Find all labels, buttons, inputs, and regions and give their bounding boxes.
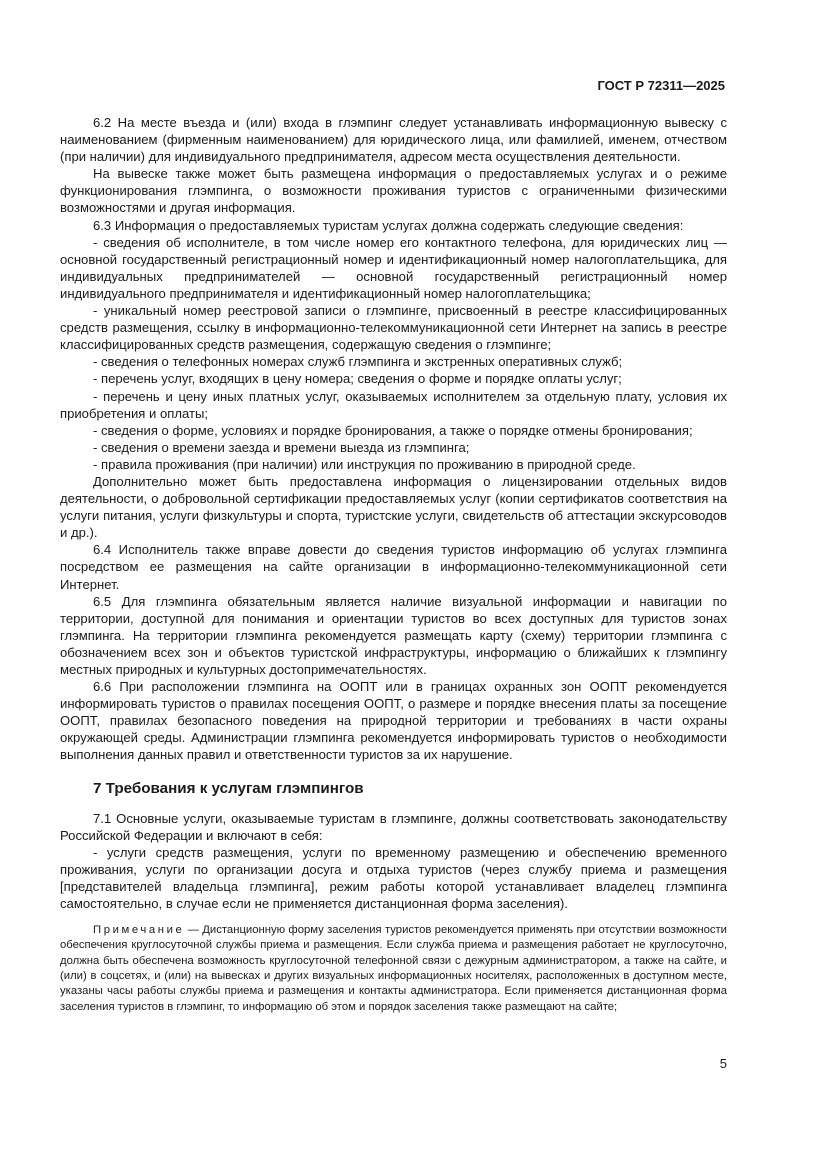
list-item: - перечень услуг, входящих в цену номера; сведения о форме и порядке оплаты услуг; — [93, 371, 622, 387]
paragraph-6-4: 6.4 Исполнитель также вправе довести до сведения туристов информацию об услугах глэмпинга посредством ее размещения на сайте организации в информационно-телекоммуникационной сети Интернет. — [60, 542, 727, 592]
section-7-heading: 7 Требования к услугам глэмпингов — [93, 779, 364, 797]
note — [60, 923, 727, 1015]
paragraph-6-6: 6.6 При расположении глэмпинга на ООПТ или в границах охранных зон ООПТ рекомендуется информировать туристов о правилах посещения ООПТ, о размере и порядке внесения платы за посещение ООПТ, правилах безопасного поведения на природной территории и требованиях в части охраны окружающей среды. Администрации глэмпинга рекомендуется информировать туристов о необходимости выполнения данных правил и ответственности туристов за их нарушение. — [60, 679, 727, 763]
document-header: ГОСТ Р 72311—2025 — [597, 78, 725, 93]
paragraph-6-2: 6.2 На месте въезда и (или) входа в глэмпинг следует устанавливать информационную вывеску с наименованием (фирменным наименованием) для юридического лица, или фамилией, именем, отчеством (при наличии) для индивидуального предпринимателя, адресом места осуществления деятельности. — [60, 115, 727, 165]
paragraph-7-1: 7.1 Основные услуги, оказываемые туристам в глэмпинге, должны соответствовать законодательству Российской Федерации и включают в себя: — [60, 810, 727, 843]
list-item: - перечень и цену иных платных услуг, оказываемых исполнителем за отдельную плату, условия их приобретения и оплаты; — [60, 388, 727, 421]
document-body — [60, 114, 727, 1015]
page-number: 5 — [719, 1056, 727, 1071]
list-item: - сведения об исполнителе, в том числе номер его контактного телефона, для юридических лиц — основной государственный регистрационный номер и идентификационный номер налогоплательщика, для индивидуальных предпринимателей — основной государственный регистрационный номер индивидуального предпринимателя и идентификационный номер налогоплательщика; — [60, 234, 727, 301]
list-item: - сведения о форме, условиях и порядке бронирования, а также о порядке отмены бронирования; — [93, 422, 693, 438]
paragraph-additional: Дополнительно может быть предоставлена информация о лицензировании отдельных видов деятельности, о добровольной сертификации предоставляемых услуг (копии сертификатов соответствия на услуги питания, услуги физкультуры и спорта, туристские услуги, свидетельств об аттестации экскурсоводов и др.). — [60, 473, 727, 541]
note-text: — Дистанционную форму заселения туристов рекомендуется применять при отсутствии возможности обеспечения круглосуточной службы приема и размещения. Если служба приема и размещения работает не круглосуточно, должна быть обеспечена возможность круглосуточной телефонной связи с дежурным администратором, а также на сайте, и (или) в соцсетях, и (или) на вывесках и других визуальных информационных носителях, расположенных в доступном месте, указаны часы работы службы приема и размещения и контакты администратора. Если применяется дистанционная форма заселения туристов в глэмпинг, то информацию об этом и порядок заселения также размещают на сайте; — [60, 924, 727, 1013]
list-item: - услуги средств размещения, услуги по временному размещению и обеспечению временного проживания, услуги по организации досуга и отдыха туристов (через службу приема и размещения [представителей владельца глэмпинга], режим работы которой устанавливает владелец глэмпинга самостоятельно, в случае если не применяется дистанционная форма заселения). — [60, 844, 727, 912]
paragraph-signboard: На вывеске также может быть размещена информация о предоставляемых услугах и о режиме функционирования глэмпинга, о возможности проживания туристов с ограниченными физическими возможностями и другая информация. — [60, 166, 727, 216]
list-item: - правила проживания (при наличии) или инструкция по проживанию в природной среде. — [93, 456, 636, 472]
paragraph-6-5: 6.5 Для глэмпинга обязательным является наличие визуальной информации и навигации по территории, доступной для понимания и ориентации туристов во всех доступных для туристов зонах глэмпинга. На территории глэмпинга рекомендуется размещать карту (схему) территории глэмпинга с обозначением всех зон и объектов туристской инфраструктуры, информацию о ближайших к глэмпингу местных природных и культурных достопримечательностях. — [60, 593, 727, 677]
list-item: - сведения о времени заезда и времени выезда из глэмпинга; — [93, 439, 470, 455]
list-item: - сведения о телефонных номерах служб глэмпинга и экстренных оперативных служб; — [93, 354, 623, 370]
note-label: Примечание — [93, 924, 185, 937]
paragraph-6-3: 6.3 Информация о предоставляемых туристам услугах должна содержать следующие сведения: — [93, 217, 684, 233]
list-item: - уникальный номер реестровой записи о глэмпинге, присвоенный в реестре классифицированных средств размещения, ссылку в информационно-телекоммуникационной сети Интернет на запись в реестре классифицированных средств размещения, содержащую сведения о глэмпинге; — [60, 303, 727, 353]
